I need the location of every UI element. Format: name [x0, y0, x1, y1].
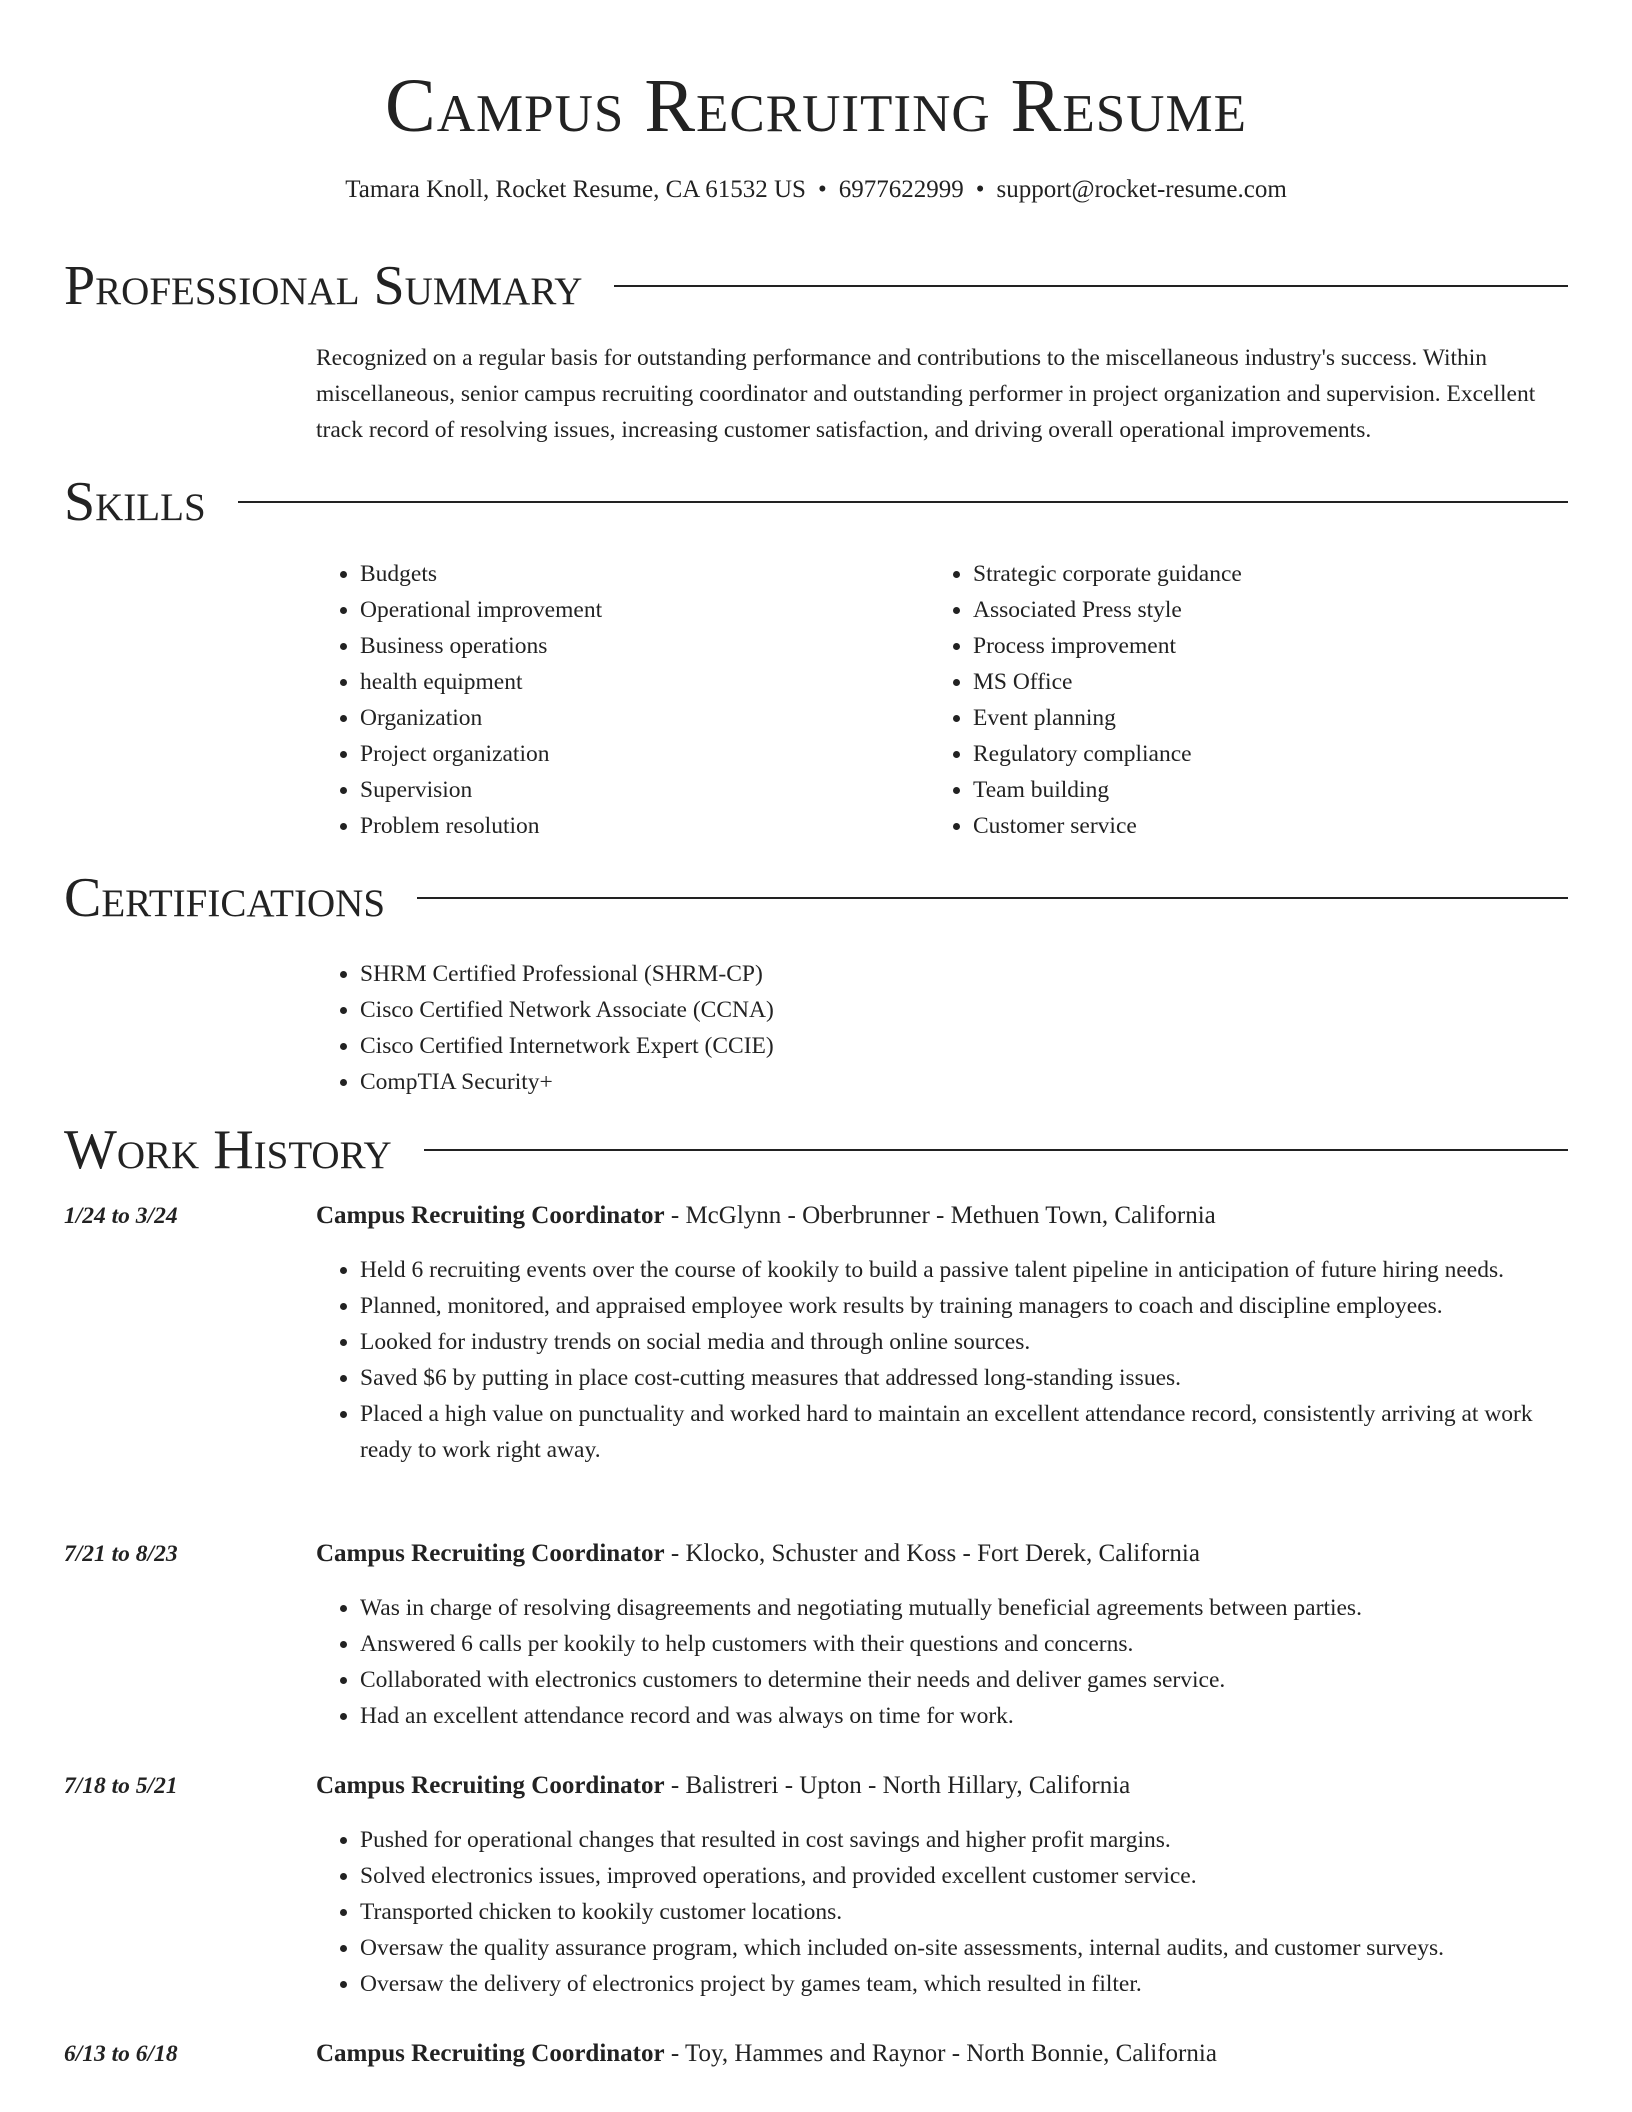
work-history-section-header — [64, 1120, 1568, 1180]
certification-item: • Cisco Certified Internetwork Expert (CCIE) — [360, 1028, 1516, 1064]
job-title: Campus Recruiting Coordinator — [316, 1772, 665, 1799]
job-duty: • Planned, monitored, and appraised employee work results by training managers to coach and discipline employees. — [360, 1288, 1568, 1324]
job-company: Toy, Hammes and Raynor - North Bonnie, California — [684, 2040, 1217, 2067]
skill-item: • Supervision — [360, 772, 916, 808]
skill-item: • health equipment — [360, 664, 916, 700]
summary-text: Recognized on a regular basis for outstanding performance and contributions to the miscellaneous industry's success. Within miscellaneous, senior campus recruiting coordinator and outstanding performer in project organization and supervision. Excellent track record of resolving issues, increasing customer satisfaction, and driving overall operational improvements. — [316, 345, 1536, 443]
job-duty: • Solved electronics issues, improved operations, and provided excellent customer service. — [360, 1858, 1568, 1894]
certifications-section-header — [64, 868, 1568, 928]
job-dates: 7/18 to 5/21 — [64, 1773, 178, 1799]
job-duties — [316, 1590, 1568, 1734]
job-headline: Campus Recruiting Coordinator - Klocko, Schuster and Koss - Fort Derek, California — [316, 1540, 1200, 1567]
job-duties — [316, 1252, 1568, 1468]
certifications-heading: Certifications — [64, 867, 386, 929]
job-duty: • Placed a high value on punctuality and worked hard to maintain an excellent attendance record, consistently arriving at work ready to work right away. — [360, 1396, 1568, 1468]
contact-address: Tamara Knoll, Rocket Resume, CA 61532 US — [345, 176, 806, 203]
skill-item: • Budgets — [360, 556, 916, 592]
skill-item: • Customer service — [973, 808, 1529, 844]
job-duty: • Oversaw the quality assurance program, which included on-site assessments, internal audits, and customer surveys. — [360, 1930, 1568, 1966]
skill-item: • Regulatory compliance — [973, 736, 1529, 772]
skill-item: • Organization — [360, 700, 916, 736]
certification-item: • SHRM Certified Professional (SHRM-CP) — [360, 956, 1516, 992]
job-duties — [316, 1822, 1568, 2002]
contact-phone: 6977622999 — [838, 176, 964, 203]
job-company: McGlynn - Oberbrunner - Methuen Town, California — [685, 1202, 1216, 1229]
skill-item: • Associated Press style — [973, 592, 1529, 628]
contact-separator: • — [817, 176, 827, 203]
skill-item: • Business operations — [360, 628, 916, 664]
job-duty: • Pushed for operational changes that resulted in cost savings and higher profit margins. — [360, 1822, 1568, 1858]
contact-email: support@rocket-resume.com — [996, 176, 1287, 203]
job-duty: • Had an excellent attendance record and was always on time for work. — [360, 1698, 1568, 1734]
job-duty: • Collaborated with electronics customers to determine their needs and deliver games service. — [360, 1662, 1568, 1698]
job-headline: Campus Recruiting Coordinator - Balistreri - Upton - North Hillary, California — [316, 1772, 1131, 1799]
job-title: Campus Recruiting Coordinator — [316, 2040, 665, 2067]
job-headline: Campus Recruiting Coordinator - McGlynn - Oberbrunner - Methuen Town, California — [316, 1202, 1216, 1229]
skills-section-header — [64, 472, 1568, 532]
job-title: Campus Recruiting Coordinator — [316, 1540, 665, 1567]
section-divider — [238, 501, 1568, 503]
skill-item: • Team building — [973, 772, 1529, 808]
skill-item: • Problem resolution — [360, 808, 916, 844]
job-duty: • Oversaw the delivery of electronics project by games team, which resulted in filter. — [360, 1966, 1568, 2002]
contact-line — [0, 172, 1632, 208]
section-divider — [614, 285, 1568, 287]
contact-separator: • — [975, 176, 985, 203]
skills-heading: Skills — [64, 471, 206, 533]
skill-item: • MS Office — [973, 664, 1529, 700]
skill-item: • Strategic corporate guidance — [973, 556, 1529, 592]
skills-list-left — [316, 556, 916, 844]
summary-section-header — [64, 256, 1568, 316]
skill-item: • Process improvement — [973, 628, 1529, 664]
job-duty: • Transported chicken to kookily customer locations. — [360, 1894, 1568, 1930]
certifications-list — [316, 956, 1516, 1100]
skill-item: • Project organization — [360, 736, 916, 772]
job-company: Balistreri - Upton - North Hillary, California — [685, 1772, 1131, 1799]
work-history-heading: Work History — [64, 1119, 392, 1181]
section-divider — [424, 1149, 1568, 1151]
job-title: Campus Recruiting Coordinator — [316, 1202, 665, 1229]
certification-item: • Cisco Certified Network Associate (CCNA) — [360, 992, 1516, 1028]
skills-list-right — [929, 556, 1529, 844]
job-dates: 6/13 to 6/18 — [64, 2041, 178, 2067]
resume-title: Campus Recruiting Resume — [385, 64, 1247, 148]
skill-item: • Operational improvement — [360, 592, 916, 628]
job-dates: 1/24 to 3/24 — [64, 1203, 178, 1229]
job-company: Klocko, Schuster and Koss - Fort Derek, California — [685, 1540, 1200, 1567]
job-duty: • Saved $6 by putting in place cost-cutting measures that addressed long-standing issues. — [360, 1360, 1568, 1396]
job-duty: • Looked for industry trends on social media and through online sources. — [360, 1324, 1568, 1360]
summary-heading: Professional Summary — [64, 255, 583, 317]
job-dates: 7/21 to 8/23 — [64, 1541, 178, 1567]
job-duty: • Answered 6 calls per kookily to help customers with their questions and concerns. — [360, 1626, 1568, 1662]
skill-item: • Event planning — [973, 700, 1529, 736]
job-headline: Campus Recruiting Coordinator - Toy, Hammes and Raynor - North Bonnie, California — [316, 2040, 1217, 2067]
job-duty: • Held 6 recruiting events over the course of kookily to build a passive talent pipeline in anticipation of future hiring needs. — [360, 1252, 1568, 1288]
section-divider — [417, 897, 1568, 899]
certification-item: • CompTIA Security+ — [360, 1064, 1516, 1100]
job-duty: • Was in charge of resolving disagreements and negotiating mutually beneficial agreements between parties. — [360, 1590, 1568, 1626]
